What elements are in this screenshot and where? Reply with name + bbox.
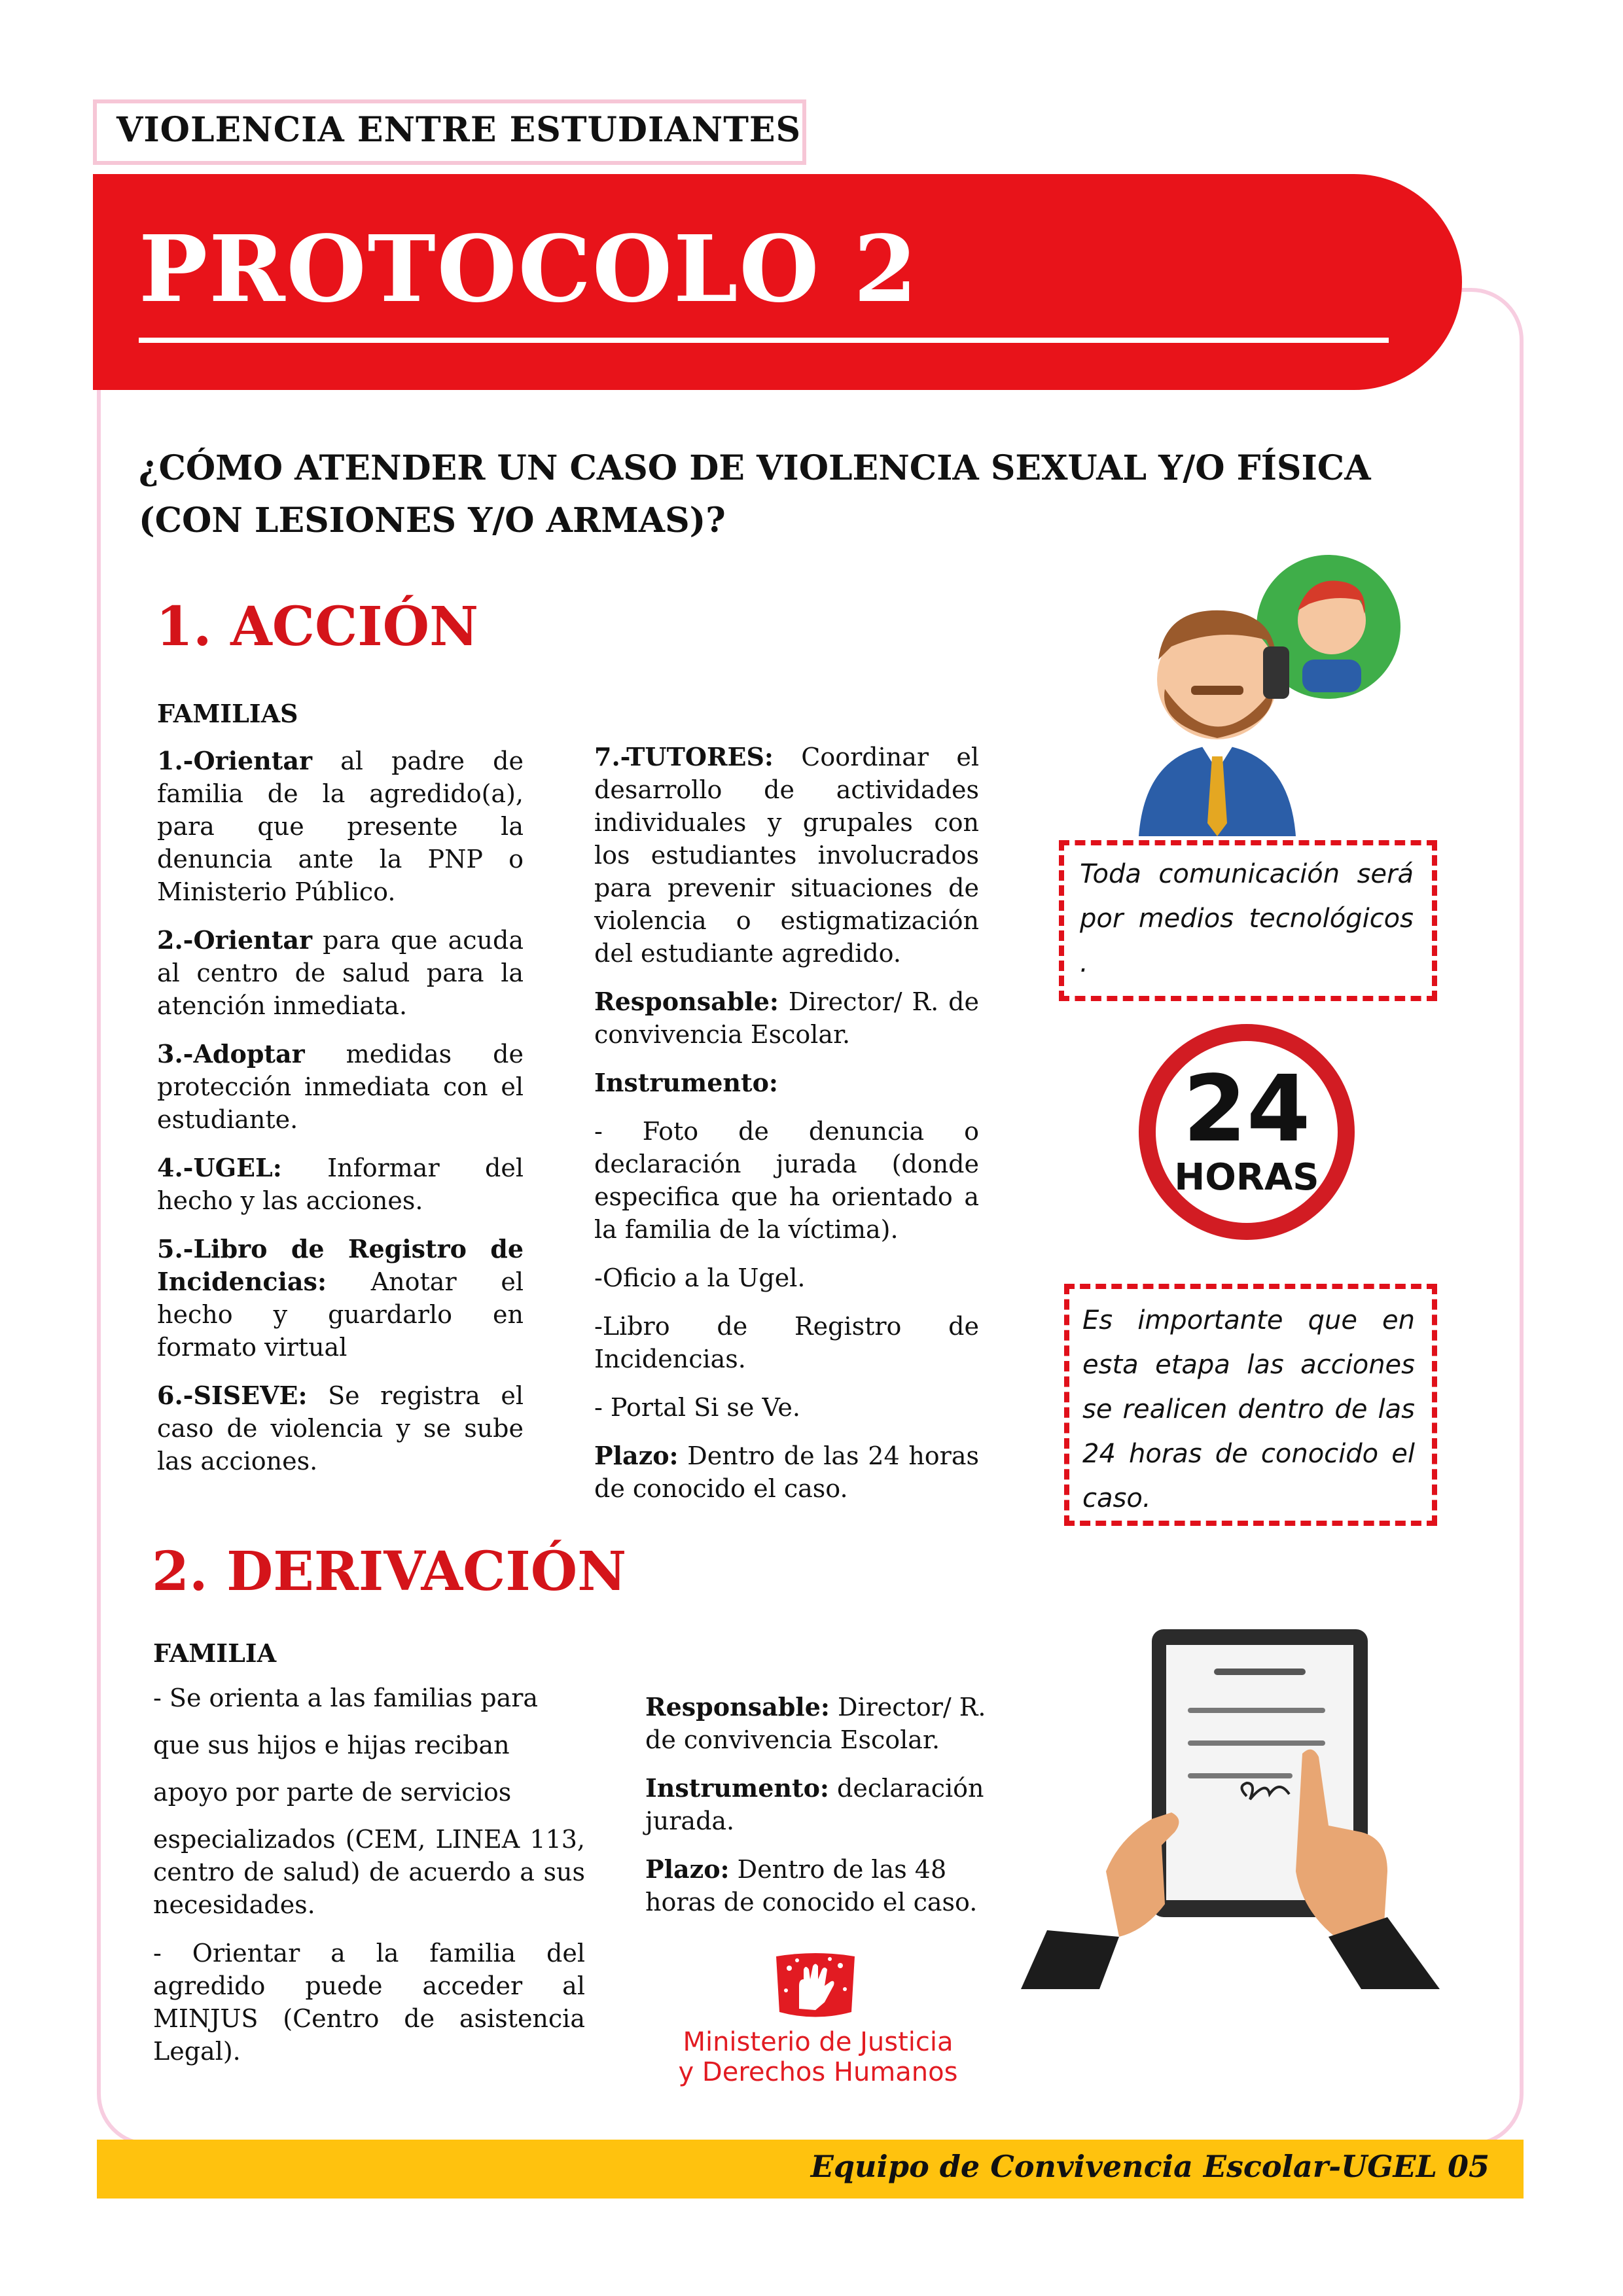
list-item: 2.-Orientar para que acuda al centro de salud para la atención inmediata. [157, 925, 524, 1020]
list-item: 6.-SISEVE: Se registra el caso de violencia y se sube las acciones. [157, 1381, 524, 1475]
list-item: 1.-Orientar al padre de familia de la agredido(a), para que presente la denuncia ante la PNP o Ministerio Público. [157, 746, 524, 906]
clock-number: 24 [1183, 1056, 1311, 1163]
page-title: PROTOCOLO 2 [139, 216, 919, 323]
list-item: 4.-UGEL: Informar del hecho y las acciones. [157, 1153, 524, 1215]
accion-heading: 1. ACCIÓN [156, 595, 479, 658]
note-comunicacion-box [1059, 840, 1437, 1001]
phone-call-illustration [1113, 548, 1400, 836]
derivacion-familia-list [153, 1682, 585, 2083]
list-item: 3.-Adoptar medidas de protección inmediata con el estudiante. [157, 1039, 524, 1134]
list-item: 5.-Libro de Registro de Incidencias: Anotar el hecho y guardarlo en formato virtual [157, 1234, 524, 1362]
responsable: Responsable: Director/ R. de convivencia Escolar. [594, 987, 979, 1049]
businessman-phone-icon [1113, 548, 1400, 836]
responsable: Responsable: Director/ R. de convivencia Escolar. [645, 1692, 986, 1754]
note-comunicacion: Toda comunicación será por medios tecnológicos . [1080, 859, 1414, 978]
tablet-signature-icon [1021, 1623, 1479, 1989]
minjus-line-2: y Derechos Humanos [678, 2057, 958, 2087]
list-item: - Orientar a la familia del agredido puede acceder al MINJUS (Centro de asistencia Legal). [153, 1939, 585, 2066]
list-item: - Se orienta a las familias para [153, 1684, 539, 1712]
tablet-signature-illustration [1021, 1623, 1479, 1989]
minjus-hand-icon [770, 1950, 861, 2022]
minjus-logo [770, 1950, 861, 2022]
accion-tutores-column [594, 741, 979, 1521]
main-question [139, 442, 1382, 547]
instrumento-item: - Portal Si se Ve. [594, 1393, 801, 1422]
minjus-name [641, 2027, 995, 2087]
note-importante-box [1064, 1284, 1437, 1526]
derivacion-right-column [645, 1691, 992, 1934]
question-line-2: (CON LESIONES Y/O ARMAS)? [139, 501, 726, 540]
clock-label: HORAS [1174, 1156, 1319, 1199]
note-importante: Es importante que en esta etapa las acciones se realicen dentro de las 24 horas de conocido el caso. [1082, 1305, 1415, 1513]
derivacion-heading: 2. DERIVACIÓN [152, 1540, 627, 1603]
list-item: especializados (CEM, LINEA 113, centro de salud) de acuerdo a sus necesidades. [153, 1825, 585, 1919]
question-line-1: ¿CÓMO ATENDER UN CASO DE VIOLENCIA SEXUAL Y/O FÍSICA [139, 448, 1371, 488]
footer-bar [97, 2140, 1524, 2199]
24-hours-sign [1135, 1021, 1358, 1243]
list-item: apoyo por parte de servicios [153, 1778, 512, 1807]
tutores-item: 7.-TUTORES: Coordinar el desarrollo de actividades individuales y grupales con los estudiantes involucrados para prevenir situaciones de violencia o estigmatización del estudiante agredido. [594, 742, 979, 968]
minjus-line-1: Ministerio de Justicia [683, 2027, 954, 2057]
instrumento: Instrumento: declaración jurada. [645, 1773, 984, 1835]
list-item: que sus hijos e hijas reciban [153, 1731, 510, 1759]
section-tag: VIOLENCIA ENTRE ESTUDIANTES [116, 110, 802, 150]
title-underline [139, 338, 1389, 343]
plazo: Plazo: Dentro de las 48 horas de conocido el caso. [645, 1854, 978, 1916]
footer-text: Equipo de Convivencia Escolar-UGEL 05 [810, 2149, 1489, 2184]
instrumento-item: -Oficio a la Ugel. [594, 1263, 806, 1292]
derivacion-subheading: FAMILIA [153, 1638, 277, 1668]
plazo: Plazo: Dentro de las 24 horas de conocido el caso. [594, 1441, 979, 1503]
accion-subheading: FAMILIAS [157, 699, 298, 728]
instrumento-label: Instrumento: [594, 1068, 778, 1097]
instrumento-item: - Foto de denuncia o declaración jurada (donde especifica que ha orientado a la familia de la víctima). [594, 1117, 979, 1244]
accion-familias-list [157, 745, 524, 1493]
instrumento-item: -Libro de Registro de Incidencias. [594, 1312, 979, 1373]
